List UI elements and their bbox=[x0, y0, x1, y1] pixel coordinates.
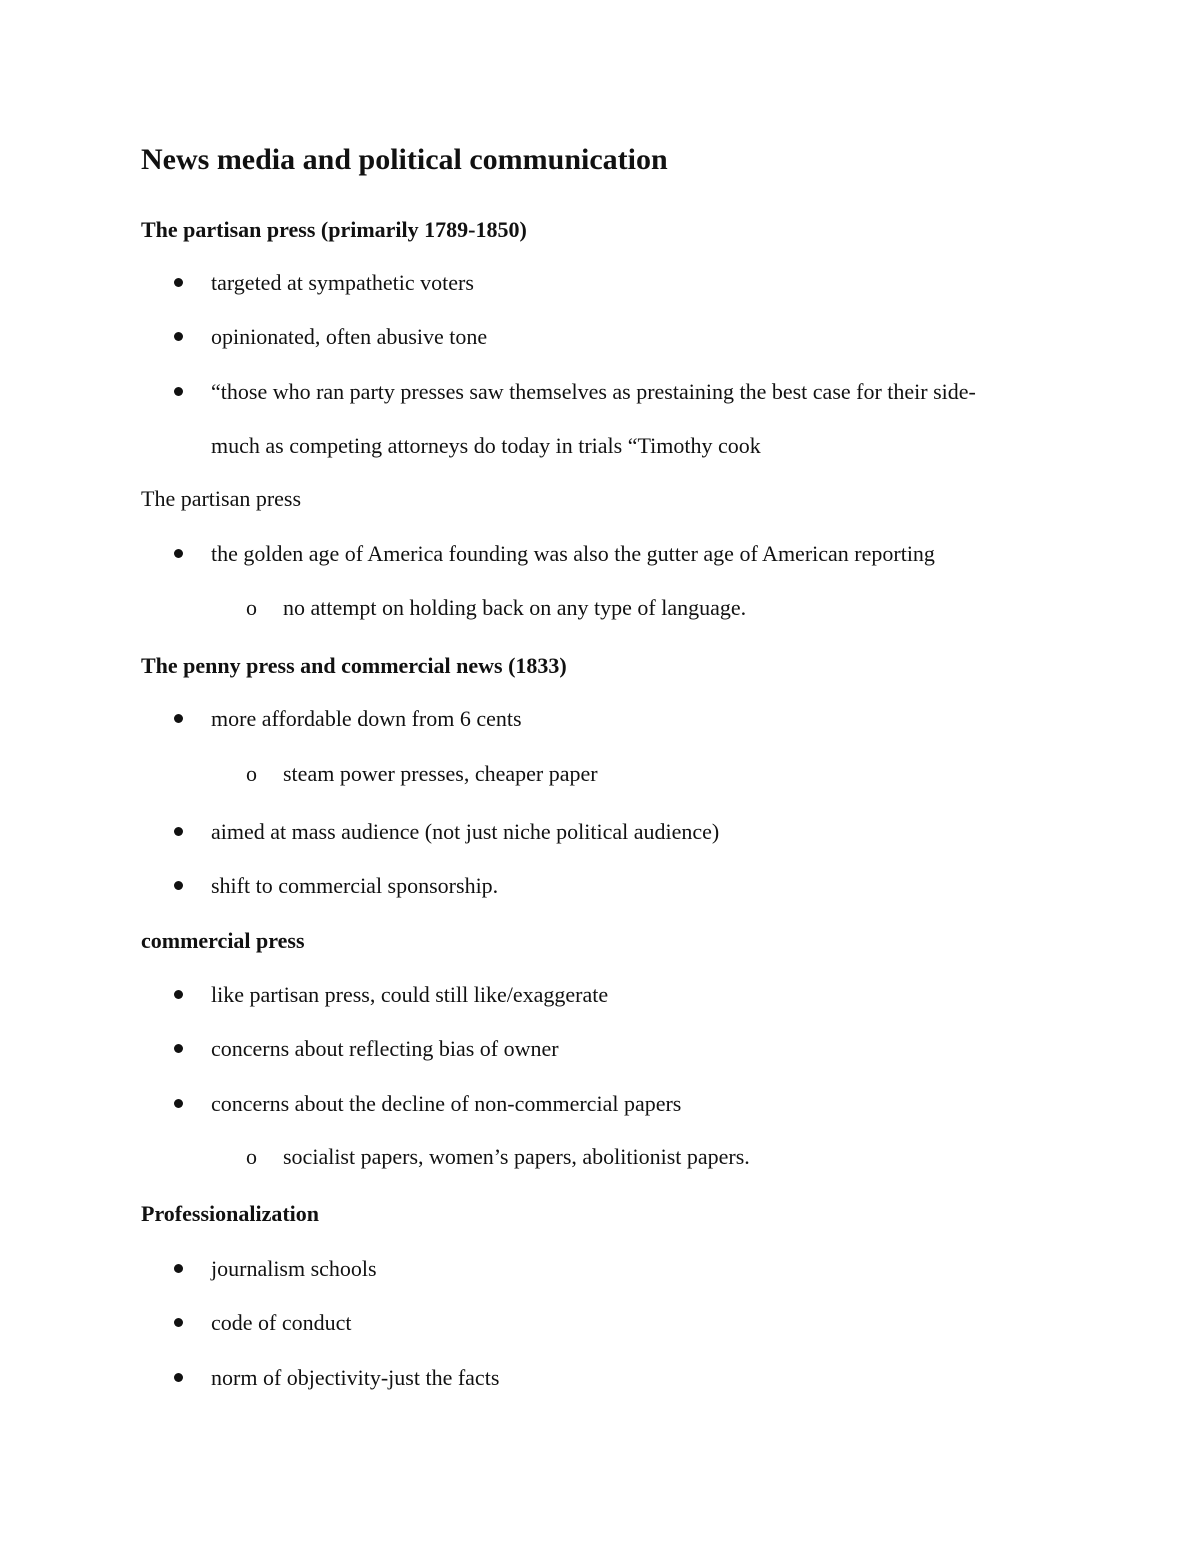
bullet-dot bbox=[174, 1044, 183, 1053]
bullet-dot bbox=[174, 387, 183, 396]
bullet-dot bbox=[174, 827, 183, 836]
section-heading-professionalization: Professionalization bbox=[141, 1201, 320, 1226]
sub-list-item: steam power presses, cheaper paper bbox=[283, 761, 598, 786]
list-item: more affordable down from 6 cents bbox=[211, 706, 522, 731]
document-title: News media and political communication bbox=[141, 143, 668, 176]
bullet-dot bbox=[174, 881, 183, 890]
list-item: like partisan press, could still like/exaggerate bbox=[211, 982, 609, 1007]
bullet-dot bbox=[174, 549, 183, 558]
sub-bullet-marker: o bbox=[246, 761, 257, 786]
sub-bullet-marker: o bbox=[246, 1144, 257, 1169]
list-item: journalism schools bbox=[211, 1256, 377, 1281]
list-item: concerns about the decline of non-commercial papers bbox=[211, 1091, 682, 1116]
list-item: code of conduct bbox=[211, 1310, 352, 1335]
bullet-dot bbox=[174, 1318, 183, 1327]
section-heading-penny-press: The penny press and commercial news (1833) bbox=[141, 653, 567, 678]
list-item: opinionated, often abusive tone bbox=[211, 324, 488, 349]
sub-bullet-marker: o bbox=[246, 595, 257, 620]
section-heading-partisan-press: The partisan press (primarily 1789-1850) bbox=[141, 217, 527, 242]
sub-list-item: socialist papers, women’s papers, abolitionist papers. bbox=[283, 1144, 750, 1169]
bullet-dot bbox=[174, 1373, 183, 1382]
bullet-dot bbox=[174, 990, 183, 999]
list-item-continuation: much as competing attorneys do today in trials “Timothy cook bbox=[211, 433, 761, 458]
bullet-dot bbox=[174, 714, 183, 723]
list-item: the golden age of America founding was also the gutter age of American reporting bbox=[211, 541, 935, 566]
list-item: aimed at mass audience (not just niche political audience) bbox=[211, 819, 720, 844]
list-item: “those who ran party presses saw themselves as prestaining the best case for their side- bbox=[211, 379, 976, 404]
bullet-dot bbox=[174, 1264, 183, 1273]
list-item: shift to commercial sponsorship. bbox=[211, 873, 499, 898]
list-item: targeted at sympathetic voters bbox=[211, 270, 474, 295]
sub-list-item: no attempt on holding back on any type of language. bbox=[283, 595, 747, 620]
section-heading-commercial-press: commercial press bbox=[141, 928, 305, 953]
section-heading-partisan-press-2: The partisan press bbox=[141, 486, 302, 511]
bullet-dot bbox=[174, 1099, 183, 1108]
list-item: concerns about reflecting bias of owner bbox=[211, 1036, 559, 1061]
list-item: norm of objectivity-just the facts bbox=[211, 1365, 500, 1390]
bullet-dot bbox=[174, 278, 183, 287]
bullet-dot bbox=[174, 332, 183, 341]
